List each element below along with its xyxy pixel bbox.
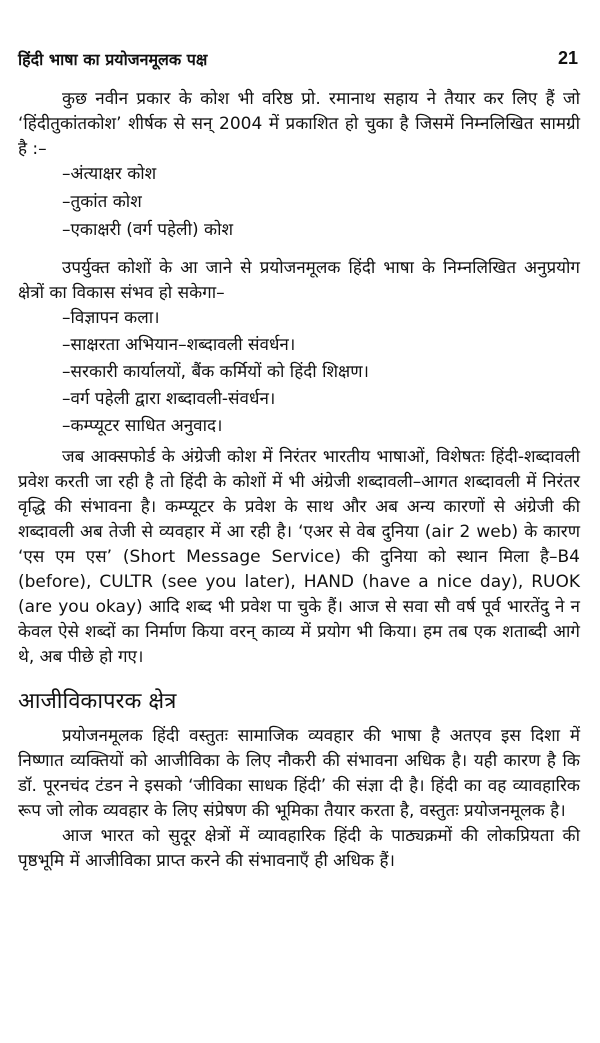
applications-paragraph: उपर्युक्त कोशों के आ जाने से प्रयोजनमूलक हिंदी भाषा के निम्नलिखित अनुप्रयोग क्षेत्रों का विकास संभव हो सकेगा–: [18, 258, 580, 303]
applications-list: [18, 306, 580, 439]
spacer: [18, 246, 580, 250]
list-item: –सरकारी कार्यालयों, बैंक कर्मियों को हिंदी शिक्षण।: [62, 362, 369, 382]
livelihood-paragraph-2: आज भारत को सुदूर क्षेत्रों में व्यावहारिक हिंदी के पाठ्यक्रमों की लोकप्रियता की पृष्ठभूमि में आजीविका प्राप्त करने की संभावनाएँ ही अधिक हैं।: [18, 826, 580, 871]
list-item: –वर्ग पहेली द्वारा शब्दावली-संवर्धन।: [62, 389, 276, 409]
intro-paragraph: कुछ नवीन प्रकार के कोश भी वरिष्ठ प्रो. रमानाथ सहाय ने तैयार कर लिए हैं जो ‘हिंदीतुकांतकोश’ शीर्षक से सन् 2004 में प्रकाशित हो चुका है जिसमें निम्नलिखित सामग्री है :–: [18, 89, 580, 159]
livelihood-paragraph-1: प्रयोजनमूलक हिंदी वस्तुतः सामाजिक व्यवहार की भाषा है अतएव इस दिशा में निष्णात व्यक्तियों को आजीविका के लिए नौकरी की संभावना अधिक है। यही कारण है कि डॉ. पूरनचंद टंडन ने इसको ‘जीविका साधक हिंदी’ की संज्ञा दी है। हिंदी का वह व्यावहारिक रूप जो लोक व्यवहार के लिए संप्रेषण की भूमिका तैयार करता है, वस्तुतः प्रयोजनमूलक है।: [18, 726, 580, 821]
page-number: 21: [557, 48, 578, 68]
page-content: [18, 87, 580, 874]
section-heading: आजीविकापरक क्षेत्र: [18, 689, 177, 714]
list-item: –अंत्याक्षर कोश: [62, 164, 157, 184]
list-item: –कम्प्यूटर साधित अनुवाद।: [62, 416, 223, 436]
oxford-paragraph: जब आक्सफोर्ड के अंग्रेजी कोश में निरंतर भारतीय भाषाओं, विशेषतः हिंदी-शब्दावली प्रवेश करती जा रही है तो हिंदी के कोशों में भी अंग्रेजी शब्दावली–आगत शब्दावली में निरंतर वृद्धि की संभावना है। कम्प्यूटर के प्रवेश के साथ और अब अन्य कारणों से अंग्रेजी की शब्दावली अब तेजी से व्यवहार में आ रही है। ‘एअर से वेब दुनिया (air 2 web) के कारण ‘एस एम एस’ (Short Message Service) की दुनिया को स्थान मिला है–B4 (before), CULTR (see you later), HAND (have a nice day), RUOK (are you okay) आदि शब्द भी प्रवेश पा चुके हैं। आज से सवा सौ वर्ष पूर्व भारतेंदु ने न केवल ऐसे शब्दों का निर्माण किया वरन् काव्य में प्रयोग भी किया। हम तब एक शताब्दी आगे थे, अब पीछे हो गए।: [18, 447, 580, 667]
list-item: –साक्षरता अभियान–शब्दावली संवर्धन।: [62, 335, 296, 355]
list-item: –तुकांत कोश: [62, 192, 142, 212]
dictionary-list: [18, 162, 580, 243]
list-item: –विज्ञापन कला।: [62, 308, 160, 328]
list-item: –एकाक्षरी (वर्ग पहेली) कोश: [62, 220, 234, 240]
running-title: हिंदी भाषा का प्रयोजनमूलक पक्ष: [18, 50, 208, 69]
